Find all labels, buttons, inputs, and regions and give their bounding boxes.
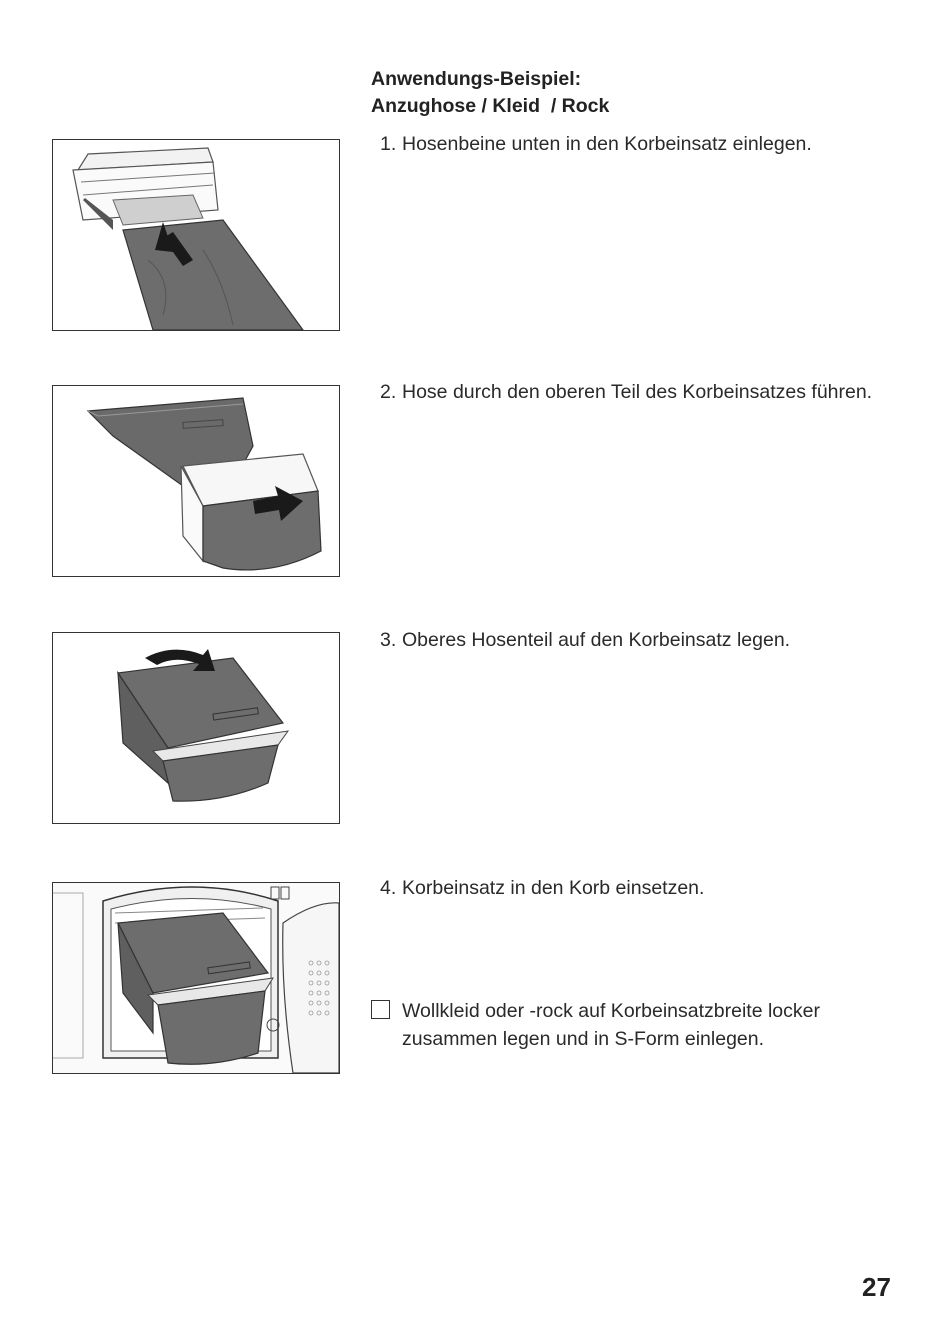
- note-text: Wollkleid oder -rock auf Korbeinsatzbreite locker zusammen legen und in S-Form einlegen.: [402, 1000, 820, 1050]
- step-3: [380, 627, 900, 654]
- step-number: 2.: [380, 381, 397, 403]
- section-heading: [371, 66, 609, 120]
- step-text: Korbeinsatz in den Korb einsetzen.: [402, 877, 705, 899]
- trousers-through-basket-illustration: [52, 385, 340, 577]
- trousers-folded-on-basket-illustration: [52, 632, 340, 824]
- step-1: [380, 131, 900, 158]
- checkbox-square-icon: [371, 1000, 390, 1019]
- page-number: 27: [862, 1272, 891, 1302]
- heading-line-1: Anwendungs-Beispiel:: [371, 68, 582, 90]
- step-text: Hose durch den oberen Teil des Korbeinsatzes führen.: [402, 381, 873, 403]
- step-2: [380, 379, 900, 406]
- step-number: 1.: [380, 133, 397, 155]
- step-text: Hosenbeine unten in den Korbeinsatz einlegen.: [402, 133, 812, 155]
- step-text: Oberes Hosenteil auf den Korbeinsatz legen.: [402, 629, 791, 651]
- step-number: 4.: [380, 877, 397, 899]
- basket-in-dryer-drum-illustration: [52, 882, 340, 1074]
- heading-line-2: Anzughose / Kleid / Rock: [371, 95, 610, 117]
- step-number: 3.: [380, 629, 397, 651]
- basket-insert-trouser-legs-illustration: [52, 139, 340, 331]
- step-4: [380, 875, 900, 902]
